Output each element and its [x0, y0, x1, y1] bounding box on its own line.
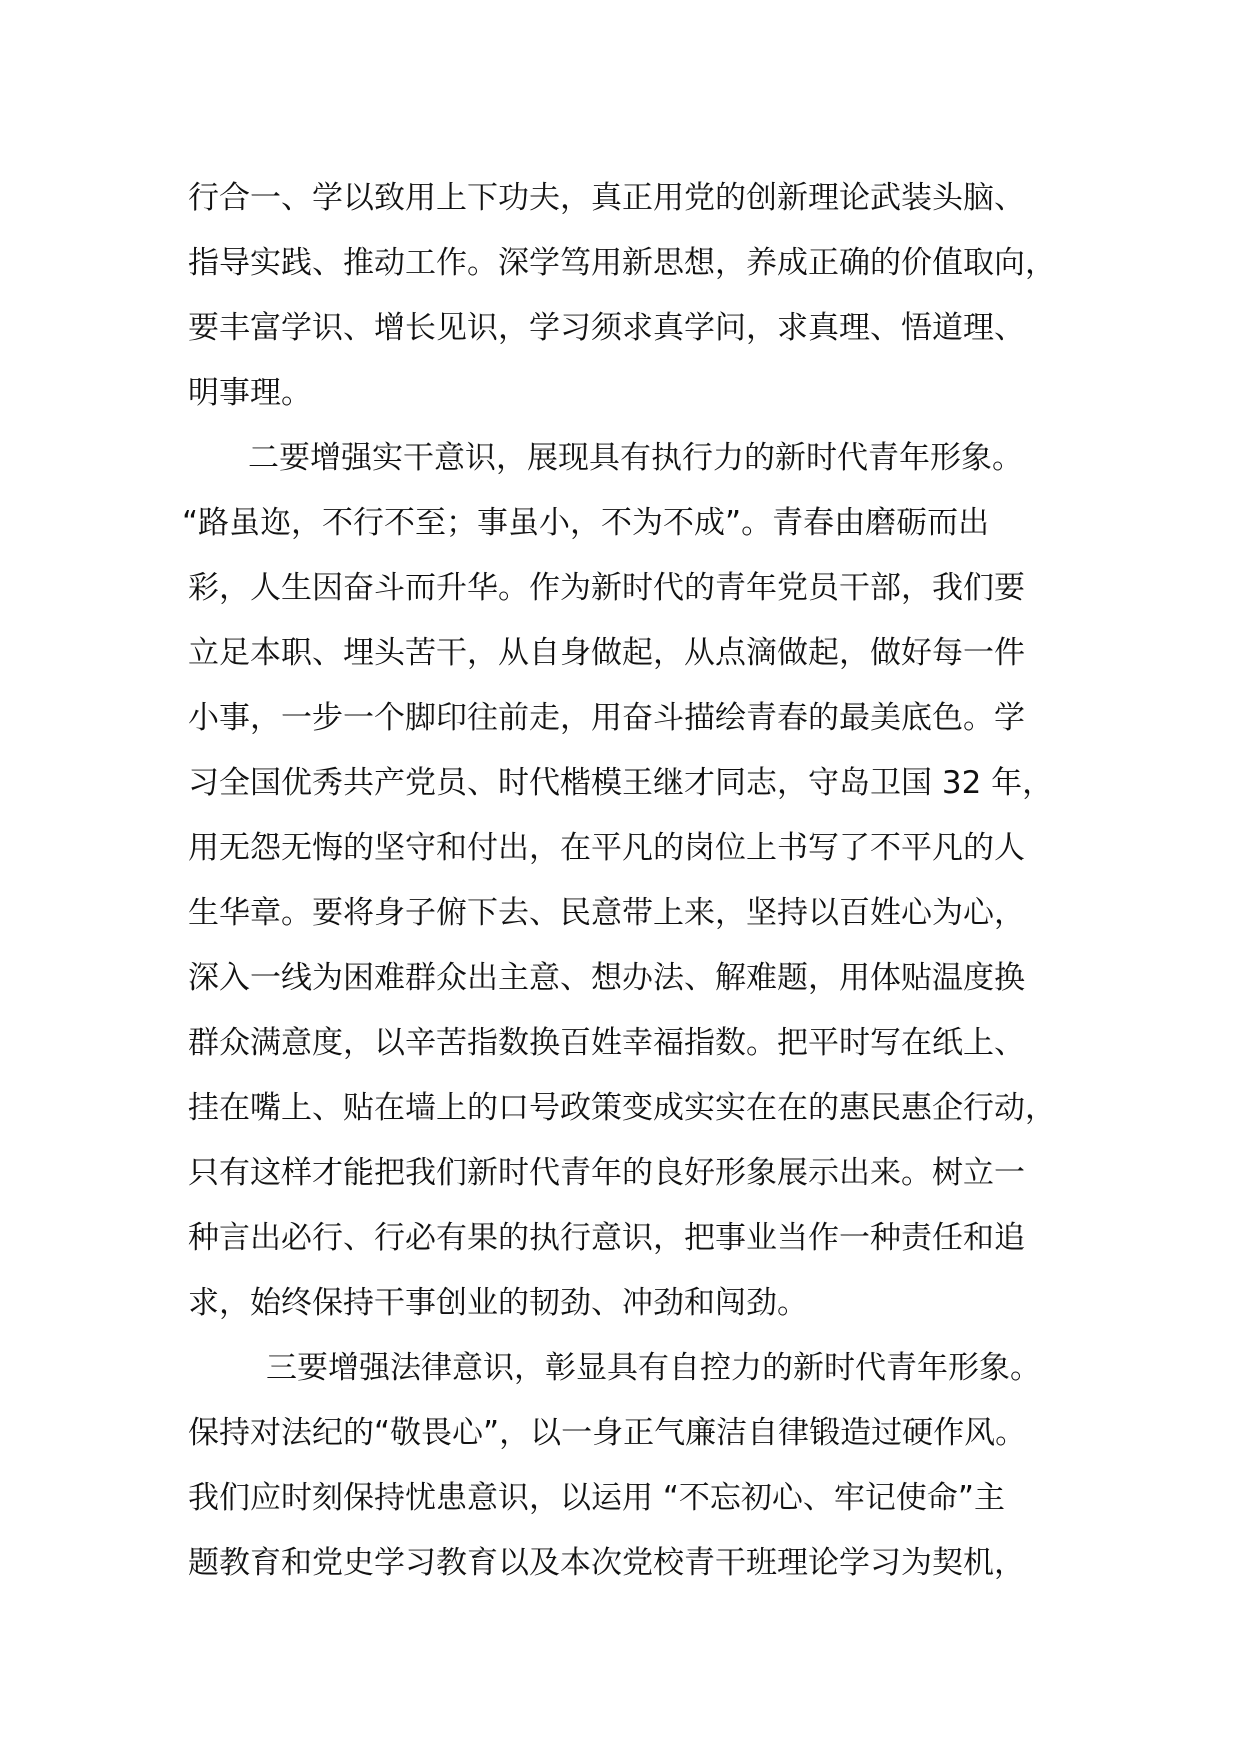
text-line: 挂在嘴上、贴在墙上的口号政策变成实实在在的惠民惠企行动， — [188, 1090, 1056, 1126]
body-text — [182, 166, 1088, 1596]
text-line: 立足本职、埋头苦干，从自身做起，从点滴做起，做好每一件 — [188, 635, 1025, 671]
text-line: 种言出必行、行必有果的执行意识，把事业当作一种责任和追 — [188, 1220, 1025, 1256]
text-line: 小事，一步一个脚印往前走，用奋斗描绘青春的最美底色。学 — [188, 700, 1025, 736]
text-line: 我们应时刻保持忧患意识，以运用 “不忘初心、牢记使命”主 — [188, 1480, 1005, 1516]
text-line: 指导实践、推动工作。深学笃用新思想，养成正确的价值取向， — [188, 245, 1056, 281]
text-line: 要丰富学识、增长见识，学习须求真学问，求真理、悟道理、 — [188, 310, 1025, 346]
text-line: 群众满意度，以辛苦指数换百姓幸福指数。把平时写在纸上、 — [188, 1025, 1025, 1061]
text-line: 彩，人生因奋斗而升华。作为新时代的青年党员干部，我们要 — [188, 570, 1025, 606]
text-line: 题教育和党史学习教育以及本次党校青干班理论学习为契机， — [188, 1545, 1025, 1581]
text-line: 习全国优秀共产党员、时代楷模王继才同志，守岛卫国 32 年， — [188, 765, 1054, 801]
section-heading-line: 三要增强法律意识，彰显具有自控力的新时代青年形象。 — [266, 1350, 1041, 1386]
text-line: 生华章。要将身子俯下去、民意带上来，坚持以百姓心为心， — [188, 895, 1025, 931]
section-heading-line: 二要增强实干意识，展现具有执行力的新时代青年形象。 — [248, 440, 1023, 476]
text-line: 求，始终保持干事创业的韧劲、冲劲和闯劲。 — [188, 1285, 808, 1321]
text-line: 只有这样才能把我们新时代青年的良好形象展示出来。树立一 — [188, 1155, 1025, 1191]
text-line: 用无怨无悔的坚守和付出，在平凡的岗位上书写了不平凡的人 — [188, 830, 1025, 866]
text-line: 明事理。 — [188, 375, 312, 411]
text-line: “路虽迩，不行不至；事虽小，不为不成”。青春由磨砺而出 — [182, 505, 990, 541]
text-line: 行合一、学以致用上下功夫，真正用党的创新理论武装头脑、 — [188, 180, 1025, 216]
text-line: 深入一线为困难群众出主意、想办法、解难题，用体贴温度换 — [188, 960, 1025, 996]
text-line: 保持对法纪的“敬畏心”，以一身正气廉洁自律锻造过硬作风。 — [188, 1415, 1027, 1451]
